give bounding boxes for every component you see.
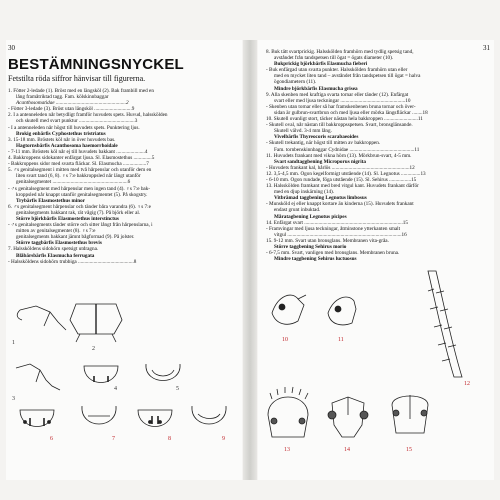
key-line: 9. Alla skenben med kraftiga svarta tornar eller tänder (12). Enfärgat [266, 91, 409, 98]
key-line: Acanthosomatidae ......................................................2 [16, 100, 129, 107]
key-line: - Huvudets frankant kal, hårlös ............................................................12 [266, 164, 415, 171]
key-line: med en djup inskärning (14). [274, 189, 335, 196]
key-line: mitten av genitalsegmentet (8). ♀s 7:e [16, 228, 96, 235]
key-line: kroppsled når knappt utanför genitalsegmentet (5). På skogstry. [16, 191, 148, 198]
taxon-name: Bukprickig björkbärfis Elasmucha fieberi [274, 61, 368, 68]
key-line: endast grunt inbuktad. [274, 207, 321, 214]
key-line: 15. 9-12 mm. Svart utan bronsglans. Membranen vita-gråa. [266, 237, 389, 244]
key-line: avståndet från tandspetsen till ögat = ögats diameter (10). [274, 55, 394, 62]
taxon-name: Mindre björkbärfis Elasmucha grisea [274, 85, 358, 92]
key-line: med en mycket liten tand – avståndet från tandspetsen till ögat = halva [274, 73, 421, 80]
key-line: Fam. tornbenskinnbaggar Cydnidae ..................................................11 [274, 146, 420, 153]
figure-label-5: 5 [176, 386, 179, 392]
key-line: - Skutell oval, når nästan till bakkroppsspetsen. Svart, bronsglänsande. [266, 122, 413, 129]
figure-label-4: 4 [114, 386, 117, 392]
figure-label-2: 2 [92, 346, 95, 352]
figure-10-pronotum-illustration [272, 295, 306, 324]
key-line: och skutell med svart punktur ...........................................3 [16, 118, 138, 125]
figure-label-1: 1 [12, 340, 15, 346]
figure-label-8: 8 [168, 436, 171, 442]
key-line: 7. Halssköldens sidohörn spetsigt utdragna. [8, 246, 99, 253]
page-title: BESTÄMNINGSNYCKEL [8, 56, 184, 73]
key-line: 4. Bakkroppens sidokanter enfärgat ljusa. Sl. Elasmostethus ..............5 [8, 155, 155, 162]
figure-label-9: 9 [222, 436, 225, 442]
figure-1-leg-illustration [17, 306, 66, 330]
key-line: svart eller med ljusa teckningar ..................................................10 [274, 97, 411, 104]
key-line: vitgul ........................................................................................16 [274, 231, 407, 238]
key-line: 12. 3,5-4,5 mm. Ögon kegelformigt utstående (14). Sl. Legnotus ...............13 [266, 170, 426, 177]
taxon-name: Svart sandtaggbening Microporus nigrita [274, 158, 366, 165]
key-line: - Fötter 3-ledade (3). Bröst utan längsköl .............................9 [8, 106, 135, 113]
key-line: - ♂s genitalsegments tänder större och sitter långt från hårpenslarna, i [8, 222, 153, 229]
figure-label-15: 15 [406, 447, 412, 453]
figure-3-leg-illustration [16, 364, 60, 390]
figure-15-head-illustration [392, 395, 428, 433]
taxon-name: Brokig enbärfis Cyphostethus tristriatus [16, 130, 106, 137]
taxon-name: Mindre taggbening Sehirus luctuosus [274, 256, 357, 263]
key-line: - Framvingar med ljusa teckningar, åtminstone ytterkanten smalt [266, 225, 401, 232]
figure-label-7: 7 [112, 436, 115, 442]
taxon-name: Större taggbening Sehirus morio [274, 244, 347, 250]
key-line: 11. Huvudets frankant med vikna hörn (13). Mörkbrun-svart, 4-5 mm. [266, 152, 412, 159]
figure-9-abdomen-tip-illustration [192, 406, 226, 424]
figure-4-genital-segment-illustration [84, 366, 118, 383]
key-text-left [8, 88, 238, 265]
figure-13-head-illustration [268, 387, 308, 437]
key-line: - 6-10 mm. Ögon rundade, föga utstående (15). Sl. Sehirus .................15 [266, 176, 417, 183]
figure-7-abdomen-tip-illustration [82, 406, 116, 424]
figure-label-3: 3 [12, 396, 15, 402]
key-line: - ♂s genitalsegment med hårpenslar men ingen tand (4). ♀s 7:e bak- [8, 185, 151, 192]
key-line: lång framåtriktad tagg. Fam. kölskinnbaggar [16, 94, 109, 101]
key-line: - Buk enfärgad utan svarta punkter. Halsskölden framhörn utan eller [266, 67, 408, 74]
key-line: 14. Enfärgat svart ............................................................................15 [266, 219, 408, 226]
figure-12-tibia-illustration [428, 271, 462, 377]
figure-8-genital-segment-illustration [138, 410, 172, 427]
key-line: genitalsegments bakkant jämnt bågformad (9). På jolster. [16, 234, 135, 241]
key-line: 10. Skutell ovanligt stort, täcker nästan hela bakkroppen ..........................11 [266, 116, 423, 123]
key-line: - 6-7,5 mm. Svart, vanligen med bronsglans. Membranen bruna. [266, 250, 400, 257]
taxon-name: Större taggbärfis Elasmostethus brevis [16, 240, 102, 247]
book-gutter [243, 40, 257, 480]
key-line: ögondiametern (11). [274, 79, 317, 86]
figure-14-head-illustration [328, 397, 368, 437]
left-page [6, 40, 242, 480]
key-line: - Skutell trekantig, när högst till mitten av bakkroppen. [266, 140, 381, 147]
figure-2-thorax-illustration [70, 304, 122, 342]
key-line: 2. I a antenneleden når betydligt framför huvudets spets. Huvud, halsskölden [8, 112, 168, 119]
figure-label-12: 12 [464, 381, 470, 387]
figure-label-6: 6 [50, 436, 53, 442]
right-page-number: 31 [483, 44, 490, 52]
key-text-right [266, 49, 488, 262]
taxon-name: Hagtornsbärfis Acanthosoma haemorrhoidale [16, 142, 118, 149]
figure-label-13: 13 [284, 447, 290, 453]
key-line: - Halssköldens sidohörn trubbiga ...........................................8 [8, 258, 137, 265]
key-line: genitalsegments bakkant rak, rät vågig (7). På björk eller al. [16, 209, 141, 216]
key-line: sidan är gulbrun-svartbrun och med ljusa eller mörka längsfläckar ........18 [274, 109, 428, 116]
key-line: 1. Fötter 2-ledade (1). Bröst med en längsköl (2). Bak frambill med en [8, 88, 154, 94]
figure-label-11: 11 [338, 337, 344, 343]
figure-11-pronotum-illustration [328, 297, 356, 325]
right-figures [258, 265, 494, 480]
page-subtitle: Fetstilta röda siffror hänvisar till figurerna. [8, 74, 146, 83]
left-page-number: 30 [8, 44, 15, 52]
key-line: liten svart tand (6, 8). ♀s 7:e bakkroppsled når längt utanför [16, 173, 141, 180]
key-line: - Bakkroppens sidor med svarta fläckar. Sl. Elasmucha ..................7 [8, 161, 149, 168]
figure-5-abdomen-tip-illustration [146, 364, 180, 381]
key-line: genitalsegmentet ..........................................................6 [16, 179, 131, 186]
taxon-name: Blåbärsbärfis Elasmucha ferrugata [16, 252, 95, 259]
figure-6-genital-segment-illustration [20, 410, 54, 427]
key-line: Skutell välvd. 3-4 mm lång. [274, 128, 332, 135]
figure-label-14: 14 [344, 447, 350, 453]
figure-label-10: 10 [282, 337, 288, 343]
key-line: 8. Buk tätt svartprickig. Halsskölden framhörn med tydlig spetsig tand, [266, 49, 414, 55]
key-line: - Munsköld ej eller knappt kortare än kinderna (15). Huvudets frankant [266, 201, 414, 208]
left-figures [6, 290, 242, 480]
key-line: 13. Halsskölden framkant med bred vitgul kant. Huvudets frankant därför [266, 183, 419, 190]
key-line: 6. ♂s genitalsegment hårpenslar och tänder båra varandra (6). ♀s 7:e [8, 203, 151, 210]
right-page [258, 40, 494, 480]
key-line: 5. ♂s genitalsegment i mitten med två hårpenslar och utanför dem en [8, 167, 152, 174]
key-line: - Skenben utan tornar eller så har framskenbenen bruna tornar och över- [266, 103, 416, 110]
taxon-name: Större björkbärfis Elasmostethus interstinctus [16, 215, 119, 222]
taxon-name: Trybärfis Elasmostethus minor [16, 197, 86, 204]
taxon-name: Vivelbärfis Thyreocoris scarabaeoides [274, 134, 359, 141]
taxon-name: Vitbrämad taggbening Legnotus limbosus [274, 195, 367, 202]
taxon-name: Måratagbening Legnotus picipes [274, 213, 347, 220]
key-line: - 7-11 mm. Bröstets köl når ej till huvudets bakkant ......................4 [8, 148, 148, 155]
key-line: 3. 15-18 mm. Bröstets köl når in över huvudets bas. [8, 136, 116, 143]
key-line: - I a antenneleden når högst till huvudets spets. Punktering ljus. [8, 124, 140, 131]
